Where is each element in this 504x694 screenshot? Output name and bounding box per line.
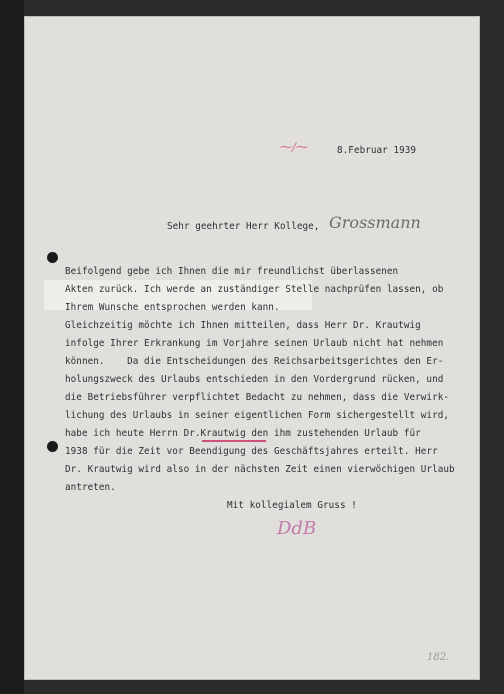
salutation: Sehr geehrter Herr Kollege, (167, 221, 320, 232)
paragraph2-line: antreten. (65, 482, 116, 493)
punch-hole-bottom (47, 441, 58, 452)
paragraph2-line: holungszweck des Urlaubs entschieden in den Vordergrund rücken, und (65, 374, 444, 385)
paragraph1-line: Ihrem Wunsche entsprochen werden kann. (65, 302, 280, 313)
letter-page (24, 16, 480, 680)
paragraph2-line: habe ich heute Herrn Dr.Krautwig den ihm zustehenden Urlaub für (65, 428, 421, 439)
archive-page-number: 182. (427, 652, 450, 663)
punch-hole-top (47, 252, 58, 263)
handwritten-addressee-name: Grossmann (329, 213, 421, 232)
red-underline-krautwig (202, 440, 266, 442)
closing: Mit kollegialem Gruss ! (227, 500, 357, 511)
paragraph1-line: Akten zurück. Ich werde an zuständiger Stelle nachprüfen lassen, ob (65, 284, 444, 295)
paragraph2-line: Dr. Krautwig wird also in der nächsten Zeit einen vierwöchigen Urlaub (65, 464, 455, 475)
paragraph2-line: die Betriebsführer verpflichtet Bedacht zu nehmen, dass die Verwirk- (65, 392, 450, 403)
paragraph2-line: 1938 für die Zeit vor Beendigung des Geschäftsjahres erteilt. Herr (65, 446, 438, 457)
scanner-edge (0, 0, 24, 694)
paragraph2-line: infolge Ihrer Erkrankung im Vorjahre seinen Urlaub nicht hat nehmen (65, 338, 444, 349)
paragraph2-line: lichung des Urlaubs in seiner eigentlichen Form sichergestellt wird, (65, 410, 450, 421)
paragraph1-line: Beifolgend gebe ich Ihnen die mir freundlichst überlassenen (65, 266, 399, 277)
signature-initials: DdB (277, 518, 317, 539)
paragraph2-line: können. Da die Entscheidungen des Reichsarbeitsgerichtes den Er- (65, 356, 444, 367)
letter-date: 8.Februar 1939 (337, 145, 417, 156)
paragraph2-line: Gleichzeitig möchte ich Ihnen mitteilen, dass Herr Dr. Krautwig (65, 320, 421, 331)
red-pencil-mark: ⁓/⁓ (280, 140, 309, 154)
